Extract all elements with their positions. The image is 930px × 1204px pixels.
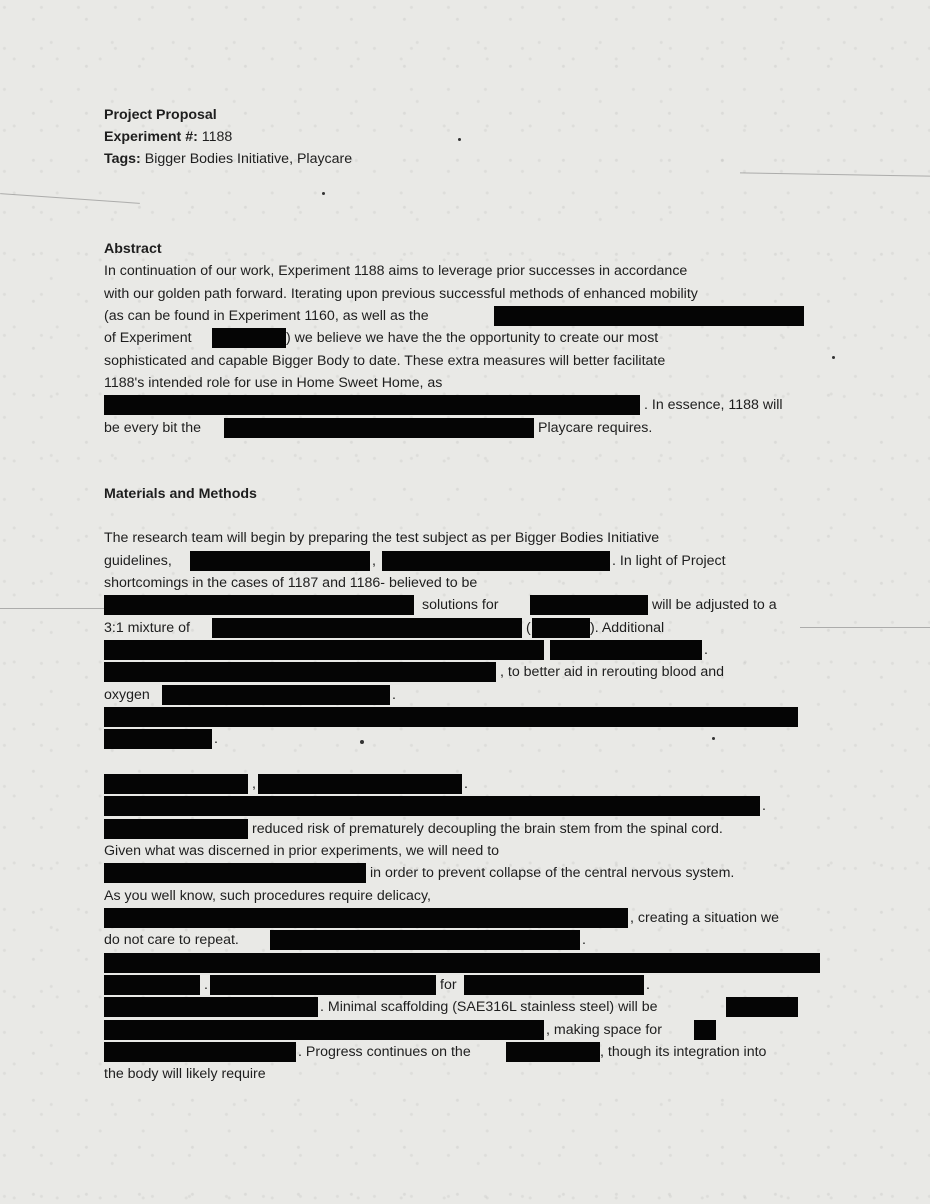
- methods-line: [104, 818, 824, 840]
- text-fragment: (: [526, 620, 531, 636]
- methods-line: [104, 617, 824, 639]
- methods-line: the body will likely require: [104, 1066, 266, 1082]
- methods-heading: Materials and Methods: [104, 486, 257, 502]
- redaction-bar: [104, 395, 640, 415]
- abstract-line: 1188's intended role for use in Home Sweet Home, as: [104, 375, 443, 391]
- text-fragment: . Minimal scaffolding (SAE316L stainless steel) will be: [320, 999, 658, 1015]
- methods-line: [104, 907, 824, 929]
- text-fragment: in order to prevent collapse of the central nervous system.: [370, 865, 735, 881]
- redaction-bar: [104, 595, 414, 615]
- text-fragment: .: [762, 798, 766, 814]
- redaction-bar: [494, 306, 804, 326]
- paper-speck: [360, 740, 364, 744]
- redaction-bar: [104, 997, 318, 1017]
- tags-value: Bigger Bodies Initiative, Playcare: [144, 151, 353, 167]
- tags-line: [104, 148, 352, 170]
- redaction-bar: [104, 1042, 296, 1062]
- redaction-bar: [464, 975, 644, 995]
- text-fragment: be every bit the: [104, 420, 202, 436]
- paper-speck: [832, 356, 835, 359]
- redaction-bar: [104, 953, 820, 973]
- text-fragment: oxygen: [104, 687, 150, 703]
- redaction-bar: [382, 551, 610, 571]
- text-fragment: , making space for: [546, 1022, 662, 1038]
- redaction-bar: [212, 618, 522, 638]
- text-fragment: . In essence, 1188 will: [644, 397, 783, 413]
- abstract-line: [104, 327, 824, 349]
- redaction-bar: [104, 640, 544, 660]
- paper-scratch: [800, 627, 930, 628]
- methods-line: [104, 974, 824, 996]
- methods-line: [104, 639, 824, 661]
- text-fragment: .: [214, 731, 218, 747]
- text-fragment: .: [646, 977, 650, 993]
- methods-line: [104, 594, 824, 616]
- methods-line: [104, 773, 824, 795]
- text-fragment: ). Additional: [590, 620, 665, 636]
- abstract-line: with our golden path forward. Iterating upon previous successful methods of enhanced mobility: [104, 286, 698, 302]
- text-fragment: will be adjusted to a: [652, 597, 777, 613]
- abstract-line: [104, 417, 824, 439]
- text-fragment: guidelines,: [104, 553, 172, 569]
- text-fragment: .: [582, 932, 586, 948]
- redaction-bar: [104, 729, 212, 749]
- methods-line: [104, 1041, 824, 1063]
- text-fragment: , creating a situation we: [630, 910, 780, 926]
- text-fragment: 3:1 mixture of: [104, 620, 190, 636]
- redaction-bar: [694, 1020, 716, 1040]
- abstract-line: sophisticated and capable Bigger Body to date. These extra measures will better facilitate: [104, 353, 666, 369]
- abstract-heading: Abstract: [104, 241, 162, 257]
- methods-line: [104, 706, 824, 728]
- redaction-bar: [224, 418, 534, 438]
- redaction-bar: [162, 685, 390, 705]
- methods-line: [104, 996, 824, 1018]
- paper-speck: [322, 192, 325, 195]
- text-fragment: ) we believe we have the the opportunity to create our most: [286, 330, 659, 346]
- text-fragment: , to better aid in rerouting blood and: [500, 664, 725, 680]
- redaction-bar: [210, 975, 436, 995]
- redaction-bar: [104, 662, 496, 682]
- redaction-bar: [104, 1020, 544, 1040]
- text-fragment: . Progress continues on the: [298, 1044, 471, 1060]
- redaction-bar: [104, 707, 798, 727]
- redaction-bar: [104, 796, 760, 816]
- methods-line: [104, 795, 824, 817]
- redaction-bar: [190, 551, 370, 571]
- text-fragment: . In light of Project: [612, 553, 726, 569]
- methods-line: The research team will begin by preparing the test subject as per Bigger Bodies Initiative: [104, 530, 660, 546]
- text-fragment: solutions for: [422, 597, 499, 613]
- text-fragment: .: [704, 642, 708, 658]
- text-fragment: reduced risk of prematurely decoupling the brain stem from the spinal cord.: [252, 821, 723, 837]
- methods-line: [104, 952, 824, 974]
- experiment-label: Experiment #:: [104, 129, 198, 145]
- text-fragment: .: [464, 776, 468, 792]
- redaction-bar: [104, 774, 248, 794]
- methods-line: [104, 550, 824, 572]
- methods-line: [104, 728, 824, 750]
- methods-line: shortcomings in the cases of 1187 and 1186- believed to be: [104, 575, 478, 591]
- experiment-value: 1188: [201, 129, 233, 145]
- text-fragment: .: [204, 977, 208, 993]
- paper-scratch: [740, 172, 930, 176]
- methods-line: [104, 1019, 824, 1041]
- paper-speck: [458, 138, 461, 141]
- experiment-number-line: [104, 126, 232, 148]
- redaction-bar: [506, 1042, 600, 1062]
- text-fragment: .: [392, 687, 396, 703]
- redaction-bar: [104, 819, 248, 839]
- redaction-bar: [104, 908, 628, 928]
- redaction-bar: [270, 930, 580, 950]
- text-fragment: , though its integration into: [600, 1044, 767, 1060]
- methods-line: As you well know, such procedures require delicacy,: [104, 888, 431, 904]
- redaction-bar: [104, 863, 366, 883]
- redaction-bar: [532, 618, 590, 638]
- methods-line: Given what was discerned in prior experiments, we will need to: [104, 843, 500, 859]
- redaction-bar: [212, 328, 286, 348]
- abstract-line: [104, 305, 824, 327]
- abstract-line: In continuation of our work, Experiment 1188 aims to leverage prior successes in accordance: [104, 263, 688, 279]
- tags-label: Tags:: [104, 151, 141, 167]
- document-title: Project Proposal: [104, 107, 217, 123]
- paper-scratch: [0, 193, 140, 204]
- text-fragment: do not care to repeat.: [104, 932, 239, 948]
- abstract-line: [104, 394, 824, 416]
- methods-line: [104, 684, 824, 706]
- text-fragment: (as can be found in Experiment 1160, as well as the: [104, 308, 429, 324]
- redaction-bar: [104, 975, 200, 995]
- methods-line: [104, 862, 824, 884]
- paper-scratch: [0, 608, 104, 609]
- text-fragment: of Experiment: [104, 330, 192, 346]
- text-fragment: ,: [372, 553, 376, 569]
- redaction-bar: [726, 997, 798, 1017]
- text-fragment: ,: [252, 776, 256, 792]
- text-fragment: for: [440, 977, 457, 993]
- redaction-bar: [258, 774, 462, 794]
- methods-line: [104, 661, 824, 683]
- paper-speck: [712, 737, 715, 740]
- redaction-bar: [550, 640, 702, 660]
- methods-line: [104, 929, 824, 951]
- redaction-bar: [530, 595, 648, 615]
- text-fragment: Playcare requires.: [538, 420, 653, 436]
